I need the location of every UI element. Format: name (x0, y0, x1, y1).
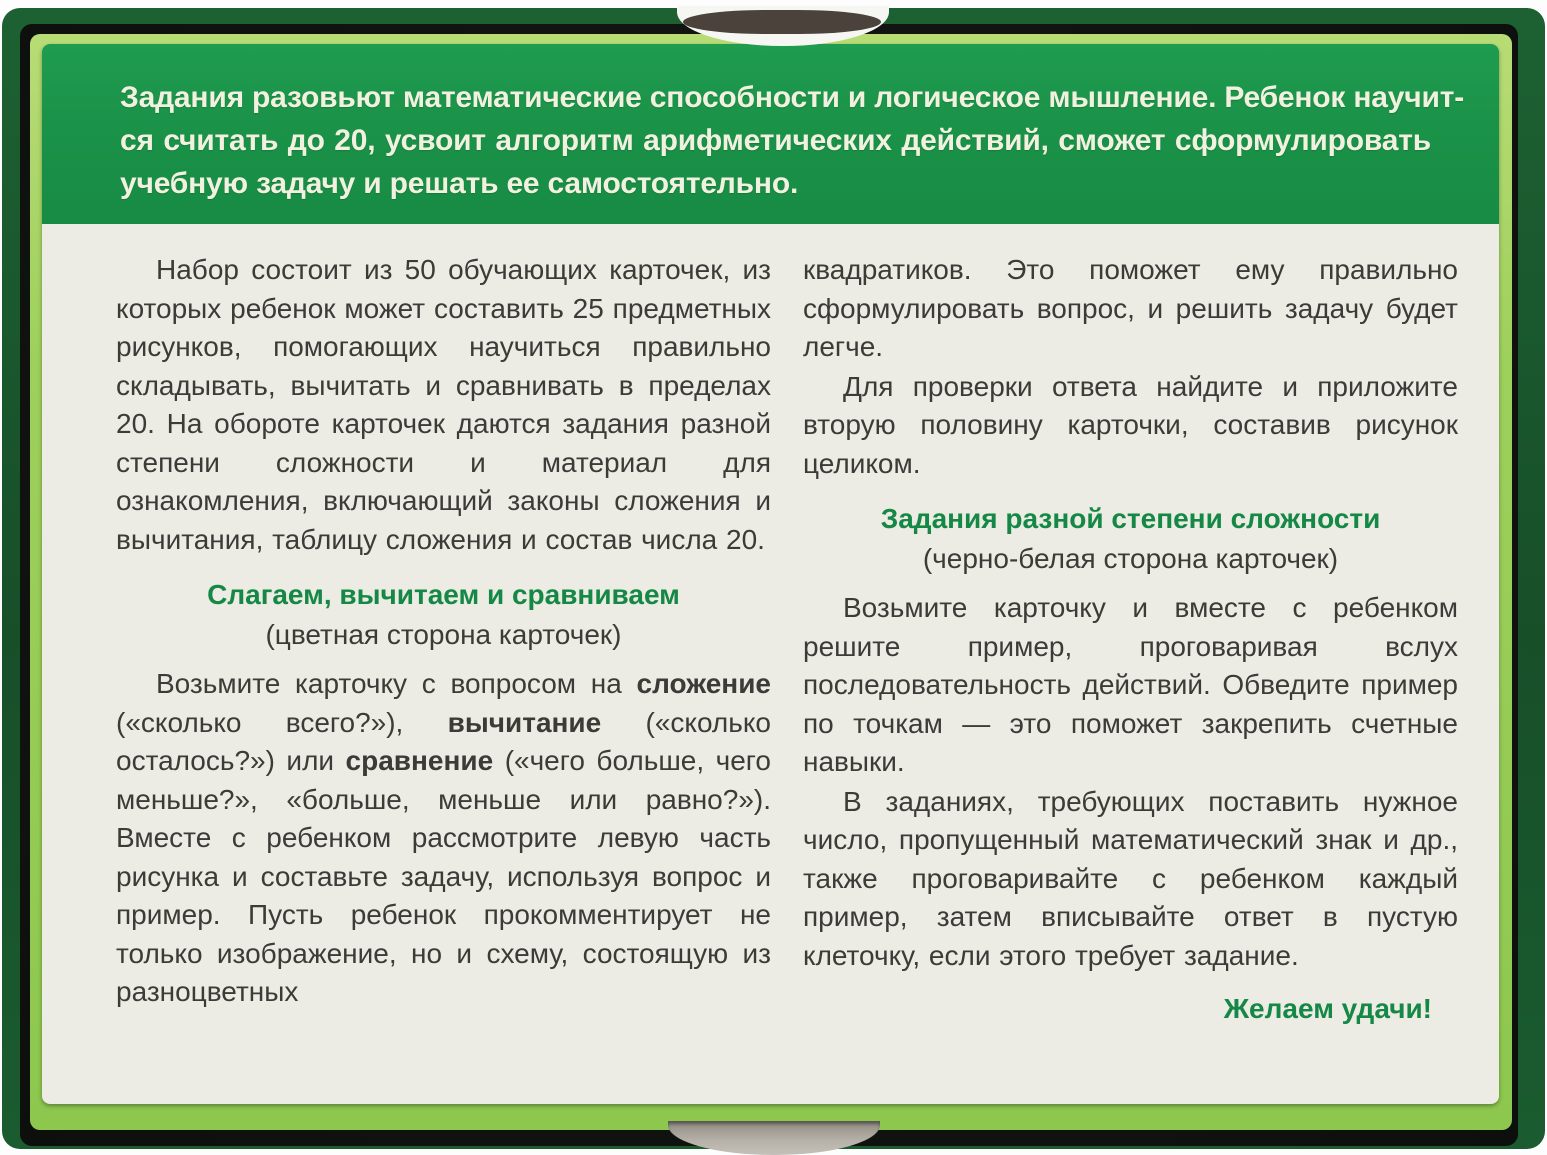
section-heading-bw-side: Задания разной степени сложности (880, 503, 1381, 534)
thumb-notch-bottom (668, 1121, 880, 1155)
section-heading-color-side: Слагаем, вычитаем и сравниваем (207, 579, 680, 610)
paragraph-solve-aloud: Возьмите карточку и вместе с ребенком решите пример, проговаривая вслух последовательность действий. Обведите пример по точкам — это поможет закрепить счетные навыки. (803, 592, 1458, 777)
paragraph-intro: Набор состоит из 50 обучающих карточек, из которых ребенок может составить 25 предметных рисунков, помогающих научиться правильно складывать, вычитать и сравнивать в пределах 20. На обороте карточек даются задания разной степени сложности и материал для ознакомления, включающий законы сложения и вычитания, таблицу сложения и состав числа 20. (116, 254, 771, 555)
paragraph-squares: квадратиков. Это поможет ему правильно сформулировать вопрос, и решить задачу будет легче. (803, 254, 1458, 362)
header-line: ся считать до 20, усвоит алгоритм арифметических действий, сможет сформулировать (120, 124, 1431, 157)
section-subheading-color-side: (цветная сторона карточек) (265, 619, 622, 650)
paragraph-fill-answer: В заданиях, требующих поставить нужное число, пропущенный математический знак и др., также проговаривайте с ребенком каждый пример, затем вписывайте ответ в пустую клеточку, если этого требует задание. (803, 785, 1458, 971)
paragraph-check-answer: Для проверки ответа найдите и приложите вторую половину карточки, составив рисунок целиком. (803, 370, 1458, 479)
right-column (803, 251, 1458, 1029)
header-line: Задания разовьют математические способности и логическое мышление. Ребенок научит- (120, 81, 1465, 114)
thumb-notch-top-shadow (683, 10, 881, 34)
card-body (42, 224, 1499, 1029)
section-subheading-bw-side: (черно-белая сторона карточек) (922, 543, 1339, 574)
left-column (116, 251, 771, 1029)
instruction-card (42, 44, 1499, 1104)
closing-wish: Желаем удачи! (1223, 993, 1432, 1024)
paragraph-take-card: Возьмите карточку с вопросом на сложение («сколько всего?»), вычитание («сколько осталось?») или сравнение («чего больше, чего меньше?», «больше, меньше или равно?»). Вместе с ребенком рассмотрите левую часть рисунка и составьте задачу, используя вопрос и пример. Пусть ребенок прокомментирует не только изображение, но и схему, состоящую из разноцветных (116, 668, 771, 1007)
header-band (42, 44, 1499, 224)
header-line: учебную задачу и решать ее самостоятельно. (120, 167, 799, 200)
